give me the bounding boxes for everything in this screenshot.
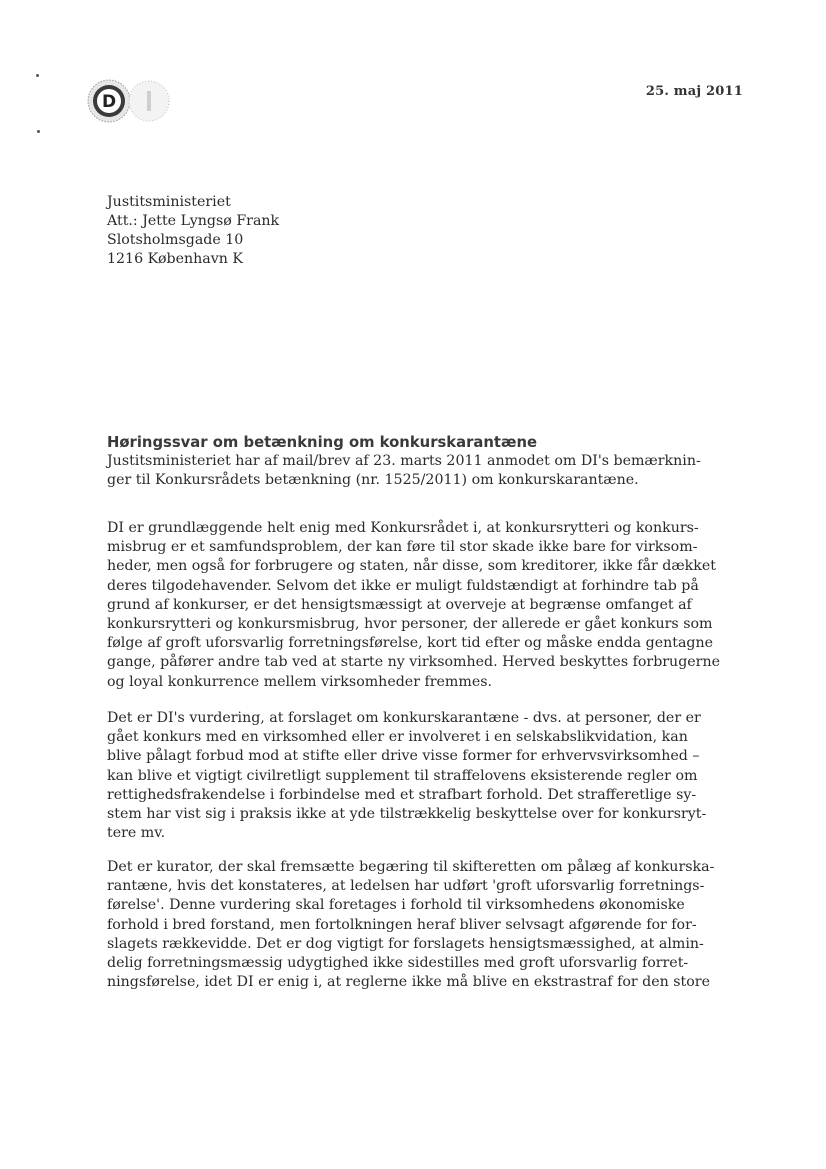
text-line: forhold i bred forstand, men fortolkningen heraf bliver selvsagt afgørende for for- bbox=[107, 916, 697, 933]
text-line: grund af konkurser, er det hensigtsmæssigt at overveje at begrænse omfanget af bbox=[107, 596, 692, 613]
letter-date: 25. maj 2011 bbox=[645, 84, 743, 99]
text-line: følge af groft uforsvarlig forretningsførelse, kort tid efter og måske endda gentagne bbox=[107, 635, 714, 652]
text-line: misbrug er et samfundsproblem, der kan føre til stor skade ikke bare for virksom- bbox=[107, 539, 698, 556]
text-line: og loyal konkurrence mellem virksomheder fremmes. bbox=[107, 673, 493, 690]
body-paragraph bbox=[107, 709, 707, 843]
recipient-line: Att.: Jette Lyngsø Frank bbox=[107, 213, 280, 229]
recipient-line: Slotsholmsgade 10 bbox=[107, 232, 244, 248]
text-line: ger til Konkursrådets betænkning (nr. 1525/2011) om konkurskarantæne. bbox=[107, 472, 639, 489]
recipient-line: Justitsministeriet bbox=[107, 194, 231, 210]
text-line: konkursrytteri og konkursmisbrug, hvor personer, der allerede er gået konkurs som bbox=[107, 616, 713, 633]
text-line: ningsførelse, idet DI er enig i, at reglerne ikke må blive en ekstrastraf for den store bbox=[107, 974, 710, 991]
recipient-address bbox=[107, 193, 279, 269]
di-logo bbox=[86, 78, 172, 124]
text-line: rettighedsfrakendelse i forbindelse med et strafbart forhold. Det strafferetlige sy- bbox=[107, 786, 697, 803]
text-line: gået konkurs med en virksomhed eller er involveret i en selskabslikvidation, kan bbox=[107, 729, 688, 746]
scan-mark bbox=[37, 130, 40, 133]
text-line: delig forretningsmæssig udygtighed ikke sidestilles med groft uforsvarlig forret- bbox=[107, 955, 689, 972]
body-paragraph bbox=[107, 858, 715, 992]
body-paragraph bbox=[107, 519, 720, 692]
text-line: heder, men også for forbrugere og staten, når disse, som kreditorer, ikke får dækket bbox=[107, 558, 716, 575]
text-line: stem har vist sig i praksis ikke at yde tilstrækkelig beskyttelse over for konkursryt- bbox=[107, 806, 707, 823]
text-line: førelse'. Denne vurdering skal foretages i forhold til virksomhedens økonomiske bbox=[107, 897, 685, 914]
text-line: gange, påfører andre tab ved at starte ny virksomhed. Herved beskyttes forbrugerne bbox=[107, 654, 720, 671]
text-line: rantæne, hvis det konstateres, at ledelsen har udført 'groft uforsvarlig forretnings- bbox=[107, 878, 705, 895]
recipient-line: 1216 København K bbox=[107, 251, 243, 267]
text-line: tere mv. bbox=[107, 825, 166, 842]
text-line: Det er DI's vurdering, at forslaget om konkurskarantæne - dvs. at personer, der er bbox=[107, 710, 701, 726]
svg-text:D: D bbox=[101, 92, 117, 112]
intro-paragraph bbox=[107, 452, 701, 490]
text-line: DI er grundlæggende helt enig med Konkursrådet i, at konkursrytteri og konkurs- bbox=[107, 520, 699, 536]
text-line: blive pålagt forbud mod at stifte eller drive visse former for erhvervsvirksomhed – bbox=[107, 748, 700, 765]
text-line: slagets rækkevidde. Det er dog vigtigt for forslagets hensigtsmæssighed, at almin- bbox=[107, 935, 704, 952]
text-line: Justitsministeriet har af mail/brev af 23. marts 2011 anmodet om DI's bemærknin- bbox=[107, 453, 701, 469]
scan-mark bbox=[36, 74, 39, 77]
text-line: Det er kurator, der skal fremsætte begæring til skifteretten om pålæg af konkurska- bbox=[107, 859, 715, 875]
text-line: kan blive et vigtigt civilretligt supplement til straffelovens eksisterende regler om bbox=[107, 767, 698, 784]
letter-heading: Høringssvar om betænkning om konkurskarantæne bbox=[107, 434, 538, 451]
text-line: deres tilgodehavender. Selvom det ikke er muligt fuldstændigt at forhindre tab på bbox=[107, 577, 699, 594]
